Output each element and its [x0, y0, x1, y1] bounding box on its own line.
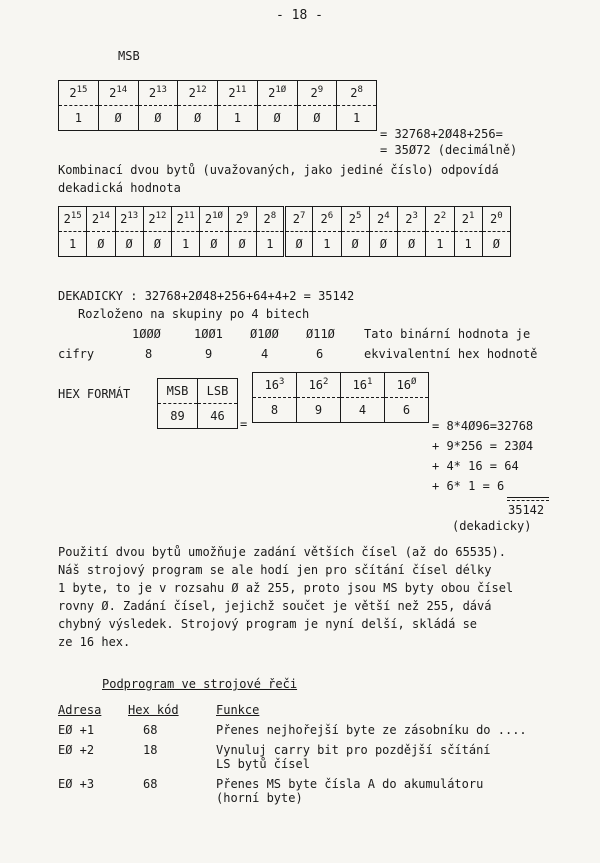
- hex-exponent-cell: [341, 373, 385, 398]
- row-3-function-cont: (horní byte): [216, 791, 303, 805]
- bit-cell: Ø: [115, 232, 143, 257]
- exponent-cell: [143, 207, 171, 232]
- paragraph-2-line-6: ze 16 hex.: [58, 635, 131, 649]
- subprogram-title: Podprogram ve strojové řeči: [102, 677, 298, 691]
- hex-exponent-cell: [385, 373, 429, 398]
- digit-2: 9: [205, 347, 213, 361]
- exponent: 13: [156, 85, 167, 95]
- exponent-cell: [138, 81, 178, 106]
- base-digit: 2: [69, 86, 77, 100]
- row-3-hex: 68: [143, 777, 158, 791]
- base-digit: 2: [148, 86, 157, 100]
- base-digit: 2: [91, 212, 100, 226]
- msb-label: MSB: [118, 49, 140, 63]
- exponent-cell: [285, 207, 313, 232]
- nibble-3: Ø1ØØ: [250, 327, 279, 341]
- nibble-2: 1ØØ1: [194, 327, 223, 341]
- paragraph-1-line-1: Kombinací dvou bytů (uvažovaných, jako jediné číslo) odpovídá: [58, 163, 499, 177]
- exponent-cell: [398, 207, 426, 232]
- sum-rule: [507, 497, 549, 498]
- bit-cell: Ø: [285, 232, 313, 257]
- msb-header: MSB: [158, 379, 198, 404]
- hex-exponent: 2: [323, 377, 329, 387]
- hex-base: 16: [352, 378, 368, 392]
- hex-base: 16: [308, 378, 324, 392]
- cifry-label: cifry: [58, 347, 95, 361]
- exponent-cell: [87, 207, 115, 232]
- bit-cell: 8: [253, 398, 297, 423]
- binary-table-msb: [58, 80, 377, 131]
- exponent: 14: [99, 211, 110, 221]
- exponent: 15: [76, 85, 88, 95]
- row-1-address: EØ +1: [58, 723, 95, 737]
- exponent: 7: [300, 211, 306, 221]
- note-line-2: ekvivalentní hex hodnotě: [364, 347, 538, 361]
- base-digit: 2: [405, 212, 413, 226]
- hex-base: 16: [396, 378, 412, 392]
- bit-cell: Ø: [138, 106, 178, 131]
- bit-cell: 1: [59, 106, 99, 131]
- exponent-cell: [59, 207, 87, 232]
- exponent: 1Ø: [212, 211, 223, 221]
- bit-cell: 1: [426, 232, 454, 257]
- bit-cell: Ø: [143, 232, 171, 257]
- row-1-function: Přenes nejhořejší byte ze zásobníku do ....: [216, 723, 527, 737]
- paragraph-2-line-5: chybný výsledek. Strojový program je nyní delší, skládá se: [58, 617, 478, 631]
- paragraph-2-line-1: Použití dvou bytů umožňuje zadání větších čísel (až do 65535).: [58, 545, 506, 559]
- base-digit: 2: [204, 212, 213, 226]
- paragraph-1-line-2: dekadická hodnota: [58, 181, 181, 195]
- exponent: 11: [235, 85, 247, 95]
- row-1-hex: 68: [143, 723, 158, 737]
- row-2-function-cont: LS bytů čísel: [216, 757, 310, 771]
- base-digit: 2: [310, 86, 318, 100]
- exponent: 15: [70, 211, 82, 221]
- hex-byte-table: [157, 378, 238, 429]
- exponent: 14: [116, 85, 128, 95]
- hex-exponent: Ø: [411, 377, 417, 387]
- base-digit: 2: [377, 212, 385, 226]
- hex-exponent-cell: [253, 373, 297, 398]
- exponent-cell: [313, 207, 341, 232]
- hex-calc-4: + 6* 1 = 6: [432, 479, 505, 493]
- bit-cell: 1: [172, 232, 200, 257]
- exponent: 9: [317, 85, 324, 95]
- row-2-function: Vynuluj carry bit pro pozdější sčítání: [216, 743, 491, 757]
- exponent-cell: [341, 207, 369, 232]
- sum-line-1: = 32768+2Ø48+256=: [380, 127, 503, 141]
- hex-equals: =: [240, 417, 248, 431]
- exponent-cell: [218, 81, 258, 106]
- bit-cell: Ø: [398, 232, 426, 257]
- base-digit: 2: [461, 212, 470, 226]
- bit-cell: Ø: [200, 232, 228, 257]
- hex-calc-3: + 4* 16 = 64: [432, 459, 519, 473]
- exponent-cell: [369, 207, 397, 232]
- bit-cell: 1: [59, 232, 87, 257]
- column-funkce: Funkce: [216, 703, 260, 717]
- exponent-cell: [178, 81, 218, 106]
- base-digit: 2: [320, 212, 328, 226]
- column-hex-kod: Hex kód: [128, 703, 179, 717]
- row-3-function: Přenes MS byte čísla A do akumulátoru: [216, 777, 484, 791]
- bit-cell: Ø: [178, 106, 218, 131]
- bit-cell: Ø: [341, 232, 369, 257]
- base-digit: 2: [235, 212, 244, 226]
- base-digit: 2: [228, 86, 236, 100]
- column-adresa: Adresa: [58, 703, 102, 717]
- bit-cell: Ø: [482, 232, 510, 257]
- exponent: 5: [356, 211, 362, 221]
- sum-line-2: = 35Ø72 (decimálně): [380, 143, 518, 157]
- row-2-hex: 18: [143, 743, 158, 757]
- paragraph-2-line-4: rovny Ø. Zadání čísel, jejichž součet je větší než 255, dává: [58, 599, 492, 613]
- exponent: 1Ø: [275, 85, 287, 95]
- lsb-value: 46: [198, 404, 238, 429]
- exponent-cell: [256, 207, 284, 232]
- exponent-cell: [59, 81, 99, 106]
- bit-cell: Ø: [297, 106, 337, 131]
- exponent-cell: [297, 81, 337, 106]
- exponent: 13: [127, 211, 139, 221]
- rozlozeno-line: Rozloženo na skupiny po 4 bitech: [78, 307, 310, 321]
- base-digit: 2: [188, 86, 196, 100]
- hex-exponent: 1: [367, 377, 373, 387]
- hex-total-label: (dekadicky): [452, 519, 532, 533]
- hex-digit-table: [252, 372, 429, 423]
- exponent-cell: [482, 207, 510, 232]
- exponent: 1: [469, 211, 475, 221]
- binary-table-16bit: [58, 206, 511, 257]
- base-digit: 2: [268, 86, 276, 100]
- bit-cell: Ø: [369, 232, 397, 257]
- exponent-cell: [337, 81, 377, 106]
- digit-1: 8: [145, 347, 153, 361]
- bit-cell: 1: [454, 232, 482, 257]
- exponent-cell: [454, 207, 482, 232]
- exponent: 9: [243, 211, 249, 221]
- hex-base: 16: [264, 378, 280, 392]
- bit-cell: Ø: [98, 106, 138, 131]
- bit-cell: 6: [385, 398, 429, 423]
- note-line-1: Tato binární hodnota je: [364, 327, 531, 341]
- bit-cell: 1: [218, 106, 258, 131]
- base-digit: 2: [120, 212, 128, 226]
- base-digit: 2: [109, 86, 117, 100]
- exponent: 12: [195, 85, 207, 95]
- exponent-cell: [200, 207, 228, 232]
- base-digit: 2: [63, 212, 71, 226]
- paragraph-2-line-2: Náš strojový program se ale hodí jen pro sčítání čísel délky: [58, 563, 492, 577]
- base-digit: 2: [148, 212, 156, 226]
- base-digit: 2: [350, 86, 358, 100]
- exponent: 2: [440, 211, 447, 221]
- hex-calc-1: = 8*4Ø96=32768: [432, 419, 534, 433]
- exponent: 12: [155, 211, 167, 221]
- exponent-cell: [115, 207, 143, 232]
- bit-cell: 1: [313, 232, 341, 257]
- hex-format-label: HEX FORMÁT: [58, 387, 131, 401]
- digit-3: 4: [261, 347, 269, 361]
- bit-cell: Ø: [257, 106, 297, 131]
- hex-exponent: 3: [279, 377, 285, 387]
- msb-value: 89: [158, 404, 198, 429]
- hex-total: 35142: [508, 503, 545, 517]
- exponent: 6: [327, 211, 334, 221]
- bit-cell: 1: [256, 232, 284, 257]
- bit-cell: Ø: [228, 232, 256, 257]
- base-digit: 2: [348, 212, 357, 226]
- exponent: 8: [270, 211, 277, 221]
- bit-cell: Ø: [87, 232, 115, 257]
- lsb-header: LSB: [198, 379, 238, 404]
- exponent: 11: [183, 211, 195, 221]
- base-digit: 2: [263, 212, 271, 226]
- sum-rule-dashed: [507, 500, 549, 501]
- exponent: 3: [412, 211, 418, 221]
- exponent-cell: [426, 207, 454, 232]
- base-digit: 2: [433, 212, 441, 226]
- bit-cell: 9: [297, 398, 341, 423]
- base-digit: 2: [292, 212, 301, 226]
- nibble-1: 1ØØØ: [132, 327, 161, 341]
- base-digit: 2: [490, 212, 498, 226]
- row-2-address: EØ +2: [58, 743, 95, 757]
- exponent-cell: [98, 81, 138, 106]
- digit-4: 6: [316, 347, 324, 361]
- paragraph-2-line-3: 1 byte, to je v rozsahu Ø až 255, proto jsou MS byty obou čísel: [58, 581, 514, 595]
- exponent: 0: [497, 211, 503, 221]
- page-number: - 18 -: [276, 8, 323, 23]
- bit-cell: 1: [337, 106, 377, 131]
- hex-calc-2: + 9*256 = 23Ø4: [432, 439, 534, 453]
- exponent-cell: [172, 207, 200, 232]
- exponent-cell: [228, 207, 256, 232]
- bit-cell: 4: [341, 398, 385, 423]
- exponent-cell: [257, 81, 297, 106]
- hex-exponent-cell: [297, 373, 341, 398]
- exponent: 4: [384, 211, 390, 221]
- dekadicky-line: DEKADICKY : 32768+2Ø48+256+64+4+2 = 35142: [58, 289, 355, 303]
- row-3-address: EØ +3: [58, 777, 95, 791]
- exponent: 8: [357, 85, 363, 95]
- base-digit: 2: [176, 212, 184, 226]
- nibble-4: Ø11Ø: [306, 327, 335, 341]
